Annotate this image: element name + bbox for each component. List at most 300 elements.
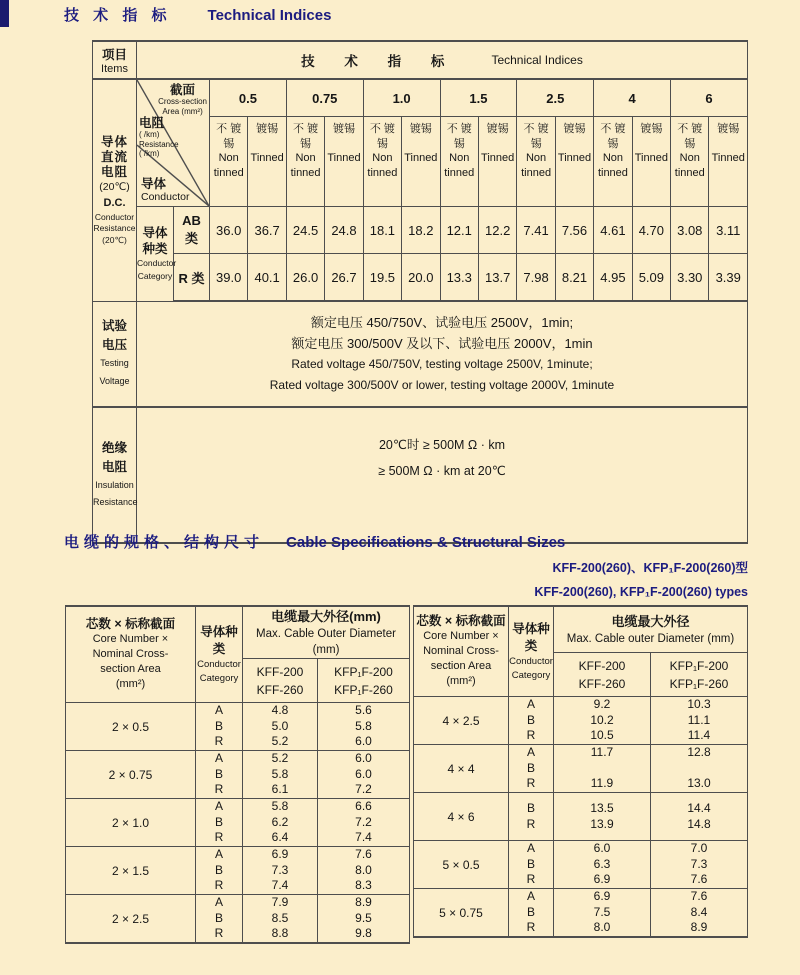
text-line: KFP₁F-260 bbox=[669, 676, 729, 691]
text-line: 不 镀 bbox=[600, 123, 626, 135]
text-line: Tinned bbox=[250, 152, 284, 164]
text-line: 14.4 bbox=[687, 801, 711, 815]
text-line: 导体 bbox=[100, 134, 128, 149]
text-line: section Area bbox=[100, 663, 161, 675]
resistance-value: 8.21 bbox=[555, 254, 593, 302]
text-line: 2 × 1.0 bbox=[111, 815, 150, 830]
text-line bbox=[709, 137, 747, 152]
text-line: 13.0 bbox=[687, 776, 711, 791]
text-line: 13.9 bbox=[590, 816, 614, 831]
text-line: 不 镀 bbox=[293, 123, 319, 135]
text-line: 7.5 bbox=[593, 904, 611, 919]
text-line: Non bbox=[218, 152, 239, 164]
text-line: A bbox=[526, 841, 535, 856]
text-line: 5.0 bbox=[271, 718, 289, 733]
model-kfp1f bbox=[651, 653, 748, 697]
text-line: Non bbox=[525, 152, 547, 164]
text-line: 7.4 bbox=[355, 830, 372, 845]
text-line: 6.6 bbox=[355, 799, 372, 814]
text-line: A bbox=[214, 751, 223, 766]
text-line: 直流 bbox=[100, 149, 128, 164]
text-line: 镀锡 bbox=[486, 123, 509, 135]
dc-resistance-label bbox=[93, 79, 137, 301]
text-line: 9.2 bbox=[593, 697, 611, 712]
text-line: R bbox=[214, 878, 224, 893]
conductor-category bbox=[196, 799, 243, 847]
cross-section-value: 4 bbox=[594, 79, 671, 117]
text-line: A bbox=[214, 703, 223, 718]
kff-diameter-value bbox=[554, 841, 651, 889]
core-size-header bbox=[66, 606, 196, 703]
text-line: 导体种 bbox=[200, 624, 238, 639]
spec-row bbox=[414, 841, 748, 889]
text-line: 7.9 bbox=[271, 895, 289, 910]
spec-row bbox=[66, 799, 410, 847]
max-diameter-header bbox=[554, 606, 748, 653]
core-size bbox=[414, 745, 509, 793]
resistance-row-ab bbox=[93, 207, 748, 254]
resistance-value: 26.7 bbox=[325, 254, 363, 302]
conductor-category bbox=[509, 889, 554, 938]
text-line: B bbox=[214, 862, 223, 877]
text-line: B bbox=[214, 814, 223, 829]
tinned-header bbox=[555, 117, 593, 207]
text-line: 2 × 2.5 bbox=[111, 911, 150, 926]
section1-title-zh: 技 术 指 标 bbox=[64, 7, 172, 24]
page-corner-mark bbox=[0, 0, 9, 27]
text-line: 4 × 6 bbox=[447, 809, 475, 824]
resistance-unit2: ( /km) bbox=[139, 149, 160, 158]
text-line: 5.8 bbox=[271, 799, 289, 814]
text-line: tinned bbox=[290, 166, 321, 179]
text-line: R bbox=[214, 734, 224, 749]
conductor-category bbox=[196, 703, 243, 751]
text-line: Tinned bbox=[481, 152, 515, 164]
resistance-value: 40.1 bbox=[248, 254, 286, 302]
resistance-unit1: ( /km) bbox=[139, 130, 160, 139]
non-tinned-header bbox=[286, 117, 324, 207]
text-line: 8.9 bbox=[355, 895, 372, 910]
core-size bbox=[66, 703, 196, 751]
text-line: (mm²) bbox=[446, 675, 476, 687]
spec-row bbox=[414, 697, 748, 745]
text-line: 20℃时 ≥ 500M Ω · km bbox=[378, 438, 506, 452]
conductor-category bbox=[509, 793, 554, 841]
resistance-row-r bbox=[93, 254, 748, 302]
cross-section-value: 1.5 bbox=[440, 79, 517, 117]
resistance-value: 3.08 bbox=[671, 207, 709, 254]
text-line: Category bbox=[199, 672, 239, 684]
cross-section-en2: Area (mm²) bbox=[162, 106, 203, 116]
text-line: 2 × 0.75 bbox=[108, 767, 153, 782]
text-line: 锡 bbox=[300, 137, 312, 150]
text-line: 7.0 bbox=[690, 841, 708, 856]
text-line: KFP₁F-260 bbox=[334, 682, 393, 697]
text-line: B bbox=[526, 904, 535, 919]
text-line: R bbox=[214, 782, 224, 797]
text-line: 电阻 bbox=[100, 164, 128, 179]
tech-indices-header-cell bbox=[137, 41, 748, 79]
kff-diameter-value bbox=[554, 745, 651, 793]
text-line: 芯数 × 标称截面 bbox=[416, 614, 506, 628]
text-line: 8.0 bbox=[593, 920, 611, 935]
text-line bbox=[248, 137, 285, 152]
text-line: 额定电压 300/500V 及以下、试验电压 2000V，1min bbox=[291, 336, 593, 351]
text-line: 4.8 bbox=[271, 703, 289, 718]
text-line: Conductor bbox=[94, 211, 135, 222]
text-line: R bbox=[526, 920, 536, 935]
text-line: 6.0 bbox=[355, 734, 372, 749]
text-line: D.C. bbox=[103, 196, 126, 209]
tinned-header bbox=[325, 117, 363, 207]
text-line: 7.6 bbox=[690, 872, 708, 887]
text-line: KFF-200 bbox=[256, 664, 304, 679]
text-line: 8.5 bbox=[271, 910, 289, 925]
spec-row bbox=[66, 895, 410, 944]
text-line: R bbox=[526, 728, 536, 743]
conductor-category bbox=[509, 745, 554, 793]
conductor-header bbox=[141, 177, 189, 203]
text-line: Tinned bbox=[404, 152, 438, 164]
model-kff bbox=[243, 659, 318, 703]
text-line: Nominal Cross- bbox=[92, 648, 169, 660]
table-header-row bbox=[93, 41, 748, 79]
text-line: Conductor bbox=[137, 258, 177, 269]
kfp1f-diameter-value bbox=[318, 751, 410, 799]
conductor-category bbox=[196, 751, 243, 799]
text-line: 7.6 bbox=[690, 889, 708, 904]
text-line: Nominal Cross- bbox=[423, 645, 499, 657]
text-line: Testing bbox=[100, 358, 129, 369]
text-line: 试验 bbox=[101, 319, 127, 334]
text-line: A bbox=[526, 889, 535, 904]
text-line bbox=[325, 137, 362, 152]
resistance-value: 18.2 bbox=[402, 207, 440, 254]
model-kff bbox=[554, 653, 651, 697]
conductor-en: Conductor bbox=[141, 191, 190, 203]
non-tinned-header bbox=[517, 117, 555, 207]
text-line: 镀锡 bbox=[563, 123, 586, 135]
text-line: 电压 bbox=[101, 338, 127, 353]
text-line: 9.8 bbox=[355, 926, 372, 941]
text-line: 锡 bbox=[223, 137, 235, 150]
text-line: 不 镀 bbox=[523, 123, 549, 135]
text-line: 锡 bbox=[684, 137, 696, 150]
diagonal-header-cell bbox=[137, 79, 210, 207]
kfp1f-diameter-value bbox=[318, 703, 410, 751]
text-line: 10.2 bbox=[590, 712, 614, 727]
text-line: Voltage bbox=[99, 375, 130, 386]
resistance-value: 3.39 bbox=[709, 254, 748, 302]
text-line: 11.4 bbox=[687, 728, 711, 743]
text-line: 锡 bbox=[607, 137, 619, 150]
text-line: tinned bbox=[444, 166, 475, 179]
text-line: KFF-260 bbox=[578, 676, 626, 691]
text-line: Rated voltage 450/750V, testing voltage 2500V, 1minute; bbox=[291, 357, 593, 371]
kff-diameter-value bbox=[243, 847, 318, 895]
resistance-value: 4.70 bbox=[632, 207, 670, 254]
text-line: 镀锡 bbox=[640, 123, 663, 135]
text-line: 镀锡 bbox=[256, 123, 279, 135]
text-line: 2 × 1.5 bbox=[111, 863, 150, 878]
core-size bbox=[66, 751, 196, 799]
core-size bbox=[414, 697, 509, 745]
resistance-header bbox=[139, 116, 179, 159]
tinned-header bbox=[632, 117, 670, 207]
text-line: 6.9 bbox=[271, 847, 289, 862]
text-line: 10.5 bbox=[590, 728, 614, 743]
spec-header-row bbox=[414, 606, 748, 653]
text-line: 不 镀 bbox=[446, 123, 472, 135]
non-tinned-header bbox=[440, 117, 478, 207]
kfp1f-diameter-value bbox=[318, 847, 410, 895]
resistance-value: 18.1 bbox=[363, 207, 401, 254]
text-line: 5.2 bbox=[271, 751, 289, 766]
core-size bbox=[66, 895, 196, 944]
kff-diameter-value bbox=[554, 793, 651, 841]
text-line: B bbox=[526, 760, 535, 775]
spec-row bbox=[66, 751, 410, 799]
text-line: 镀锡 bbox=[409, 123, 432, 135]
spec-row bbox=[414, 793, 748, 841]
text-line: 8.4 bbox=[690, 904, 708, 919]
text-line: 4 × 2.5 bbox=[442, 713, 480, 728]
text-line: R bbox=[526, 776, 536, 791]
tinned-header bbox=[402, 117, 440, 207]
text-line: KFF-200 bbox=[578, 658, 626, 673]
text-line: (mm²) bbox=[115, 678, 146, 690]
kfp1f-diameter-value bbox=[318, 799, 410, 847]
resistance-value: 24.8 bbox=[325, 207, 363, 254]
text-line: 芯数 × 标称截面 bbox=[85, 617, 176, 631]
kff-diameter-value bbox=[554, 889, 651, 938]
conductor-category bbox=[196, 895, 243, 944]
non-tinned-header bbox=[594, 117, 632, 207]
text-line: 绝缘 bbox=[101, 440, 127, 455]
kfp1f-diameter-value bbox=[318, 895, 410, 944]
resistance-value: 7.98 bbox=[517, 254, 555, 302]
kff-diameter-value bbox=[243, 703, 318, 751]
text-line bbox=[554, 761, 650, 777]
tech-indices-header bbox=[137, 50, 747, 70]
items-header-cell bbox=[93, 41, 137, 79]
text-line: B bbox=[526, 801, 535, 815]
text-line: 锡 bbox=[530, 137, 542, 150]
text-line: 7.4 bbox=[271, 878, 289, 893]
core-size bbox=[66, 847, 196, 895]
cable-type-en: KFF-200(260), KFP₁F-200(260) types bbox=[534, 585, 748, 599]
text-line: A bbox=[214, 895, 223, 910]
section1-title bbox=[64, 4, 331, 25]
text-line: tinned bbox=[213, 166, 244, 179]
resistance-value: 36.7 bbox=[248, 207, 286, 254]
kff-diameter-value bbox=[243, 751, 318, 799]
text-line: Core Number × bbox=[423, 630, 499, 642]
kff-diameter-value bbox=[243, 895, 318, 944]
text-line: section Area bbox=[430, 660, 492, 672]
text-line: 5.6 bbox=[355, 703, 372, 718]
cross-section-value: 1.0 bbox=[363, 79, 440, 117]
text-line: B bbox=[214, 910, 223, 925]
text-line: 6.3 bbox=[593, 856, 611, 871]
text-line: 9.5 bbox=[355, 910, 372, 925]
conductor-category bbox=[509, 841, 554, 889]
text-line: A bbox=[214, 847, 223, 862]
tinned-header bbox=[478, 117, 516, 207]
text-line: 8.3 bbox=[355, 878, 372, 893]
tech-header-zh: 技 术 指 标 bbox=[301, 54, 458, 69]
kff-diameter-value bbox=[243, 799, 318, 847]
resistance-value: 3.11 bbox=[709, 207, 748, 254]
resistance-value: 12.1 bbox=[440, 207, 478, 254]
resistance-value: 39.0 bbox=[210, 254, 248, 302]
text-line: Tinned bbox=[634, 152, 668, 164]
conductor-category bbox=[509, 697, 554, 745]
text-line: 11.7 bbox=[590, 745, 614, 760]
text-line: 5 × 0.75 bbox=[439, 905, 483, 920]
conductor-zh: 导体 bbox=[141, 177, 167, 191]
cross-section-en1: Cross-section bbox=[158, 97, 207, 106]
text-line: 2 × 0.5 bbox=[111, 719, 150, 734]
text-line: ≥ 500M Ω · km at 20℃ bbox=[378, 464, 506, 478]
resistance-value: 3.30 bbox=[671, 254, 709, 302]
text-line: Non bbox=[449, 152, 470, 164]
spec-table-right bbox=[413, 605, 748, 938]
resistance-value: 13.3 bbox=[440, 254, 478, 302]
text-line: B bbox=[214, 718, 223, 733]
items-label-zh: 项目 bbox=[101, 48, 127, 62]
text-line: KFF-260 bbox=[256, 682, 304, 697]
text-line: KFP₁F-200 bbox=[669, 658, 729, 673]
text-line: 5.8 bbox=[355, 718, 372, 733]
max-diameter-en: Max. Cable Outer Diameter (mm) bbox=[256, 628, 396, 656]
tinned-header bbox=[709, 117, 748, 207]
text-line: Tinned bbox=[557, 152, 592, 164]
text-line: Conductor bbox=[197, 658, 241, 670]
resistance-value: 20.0 bbox=[402, 254, 440, 302]
insulation-resistance-label bbox=[93, 407, 137, 543]
insulation-resistance-row bbox=[93, 407, 748, 543]
text-line: (20℃) bbox=[99, 180, 130, 193]
section2-title-zh: 电缆的规格、结构尺寸 bbox=[64, 534, 265, 551]
technical-indices-table bbox=[92, 40, 748, 544]
text-line: Conductor bbox=[509, 655, 553, 667]
resistance-zh: 电阻 bbox=[139, 116, 165, 130]
text-line: Resistance bbox=[93, 223, 136, 233]
conductor-category bbox=[196, 847, 243, 895]
cable-type-zh: KFF-200(260)、KFP₁F-200(260)型 bbox=[552, 561, 748, 575]
core-size-header bbox=[414, 606, 509, 697]
text-line: 6.1 bbox=[271, 782, 289, 797]
text-line: 5.2 bbox=[271, 734, 289, 749]
cross-section-row bbox=[93, 79, 748, 117]
text-line: 镀锡 bbox=[332, 123, 355, 135]
text-line: 锡 bbox=[453, 137, 465, 150]
max-diameter-en: Max. Cable outer Diameter (mm) bbox=[566, 633, 735, 645]
resistance-value: 4.61 bbox=[594, 207, 632, 254]
text-line: 11.9 bbox=[590, 776, 614, 791]
text-line: 5.8 bbox=[271, 766, 289, 781]
resistance-value: 5.09 bbox=[632, 254, 670, 302]
testing-voltage-row bbox=[93, 301, 748, 407]
text-line: 6.2 bbox=[271, 814, 289, 829]
text-line: Rated voltage 300/500V or lower, testing voltage 2000V, 1minute bbox=[269, 378, 615, 392]
text-line bbox=[651, 761, 747, 777]
text-line: tinned bbox=[597, 166, 628, 179]
text-line: 6.0 bbox=[593, 841, 611, 856]
text-line: A bbox=[214, 799, 223, 814]
text-line: 7.2 bbox=[355, 814, 372, 829]
text-line: 7.2 bbox=[355, 782, 372, 797]
text-line: A bbox=[526, 745, 535, 760]
testing-voltage-text bbox=[137, 301, 748, 407]
text-line: 6.4 bbox=[271, 830, 289, 845]
text-line: tinned bbox=[521, 166, 552, 179]
cross-section-header bbox=[158, 83, 207, 116]
text-line: (20℃) bbox=[102, 234, 127, 245]
spec-row bbox=[414, 745, 748, 793]
text-line: 6.9 bbox=[593, 889, 611, 904]
kfp1f-diameter-value bbox=[651, 889, 748, 938]
text-line: 额定电压 450/750V、试验电压 2500V，1min; bbox=[310, 315, 574, 330]
text-line: Tinned bbox=[327, 152, 361, 164]
resistance-value: 13.7 bbox=[478, 254, 516, 302]
resistance-en: Resistance bbox=[139, 139, 179, 149]
text-line: Non bbox=[295, 152, 316, 164]
resistance-value: 12.2 bbox=[478, 207, 516, 254]
spec-row bbox=[66, 703, 410, 751]
cross-section-value: 0.5 bbox=[210, 79, 287, 117]
text-line: B bbox=[214, 766, 223, 781]
text-line: 10.3 bbox=[687, 697, 711, 712]
text-line: 6.0 bbox=[355, 766, 372, 781]
text-line: 11.1 bbox=[687, 712, 711, 727]
conductor-category-header bbox=[509, 606, 554, 697]
text-line: B bbox=[526, 856, 535, 871]
text-line: R bbox=[214, 926, 224, 941]
text-line: Non bbox=[372, 152, 393, 164]
text-line: 镀锡 bbox=[717, 123, 740, 135]
text-line: 电阻 bbox=[101, 459, 127, 474]
text-line: Non bbox=[679, 152, 700, 164]
text-line: Category bbox=[511, 669, 551, 681]
text-line: 不 镀 bbox=[677, 123, 703, 135]
max-diameter-zh: 电缆最大外径 bbox=[611, 614, 690, 629]
resistance-value: 7.41 bbox=[517, 207, 555, 254]
text-line: R bbox=[526, 872, 536, 887]
text-line: 8.0 bbox=[355, 862, 372, 877]
cross-section-value: 6 bbox=[671, 79, 748, 117]
non-tinned-header bbox=[210, 117, 248, 207]
text-line: Insulation bbox=[95, 479, 134, 490]
items-label-en: Items bbox=[101, 63, 128, 75]
kff-diameter-value bbox=[554, 697, 651, 745]
resistance-value: 26.0 bbox=[286, 254, 324, 302]
section2-title-en: Cable Specifications & Structural Sizes bbox=[286, 534, 566, 551]
text-line: Category bbox=[137, 270, 173, 281]
kfp1f-diameter-value bbox=[651, 841, 748, 889]
max-diameter-zh: 电缆最大外径(mm) bbox=[271, 609, 381, 624]
resistance-value: 24.5 bbox=[286, 207, 324, 254]
text-line: 不 镀 bbox=[369, 123, 395, 135]
non-tinned-header bbox=[363, 117, 401, 207]
cross-section-zh: 截面 bbox=[170, 83, 196, 97]
text-line: 8.9 bbox=[690, 920, 708, 935]
text-line: tinned bbox=[367, 166, 398, 179]
resistance-value: 36.0 bbox=[210, 207, 248, 254]
text-line: 6.9 bbox=[593, 872, 611, 887]
text-line: 种类 bbox=[142, 242, 168, 257]
